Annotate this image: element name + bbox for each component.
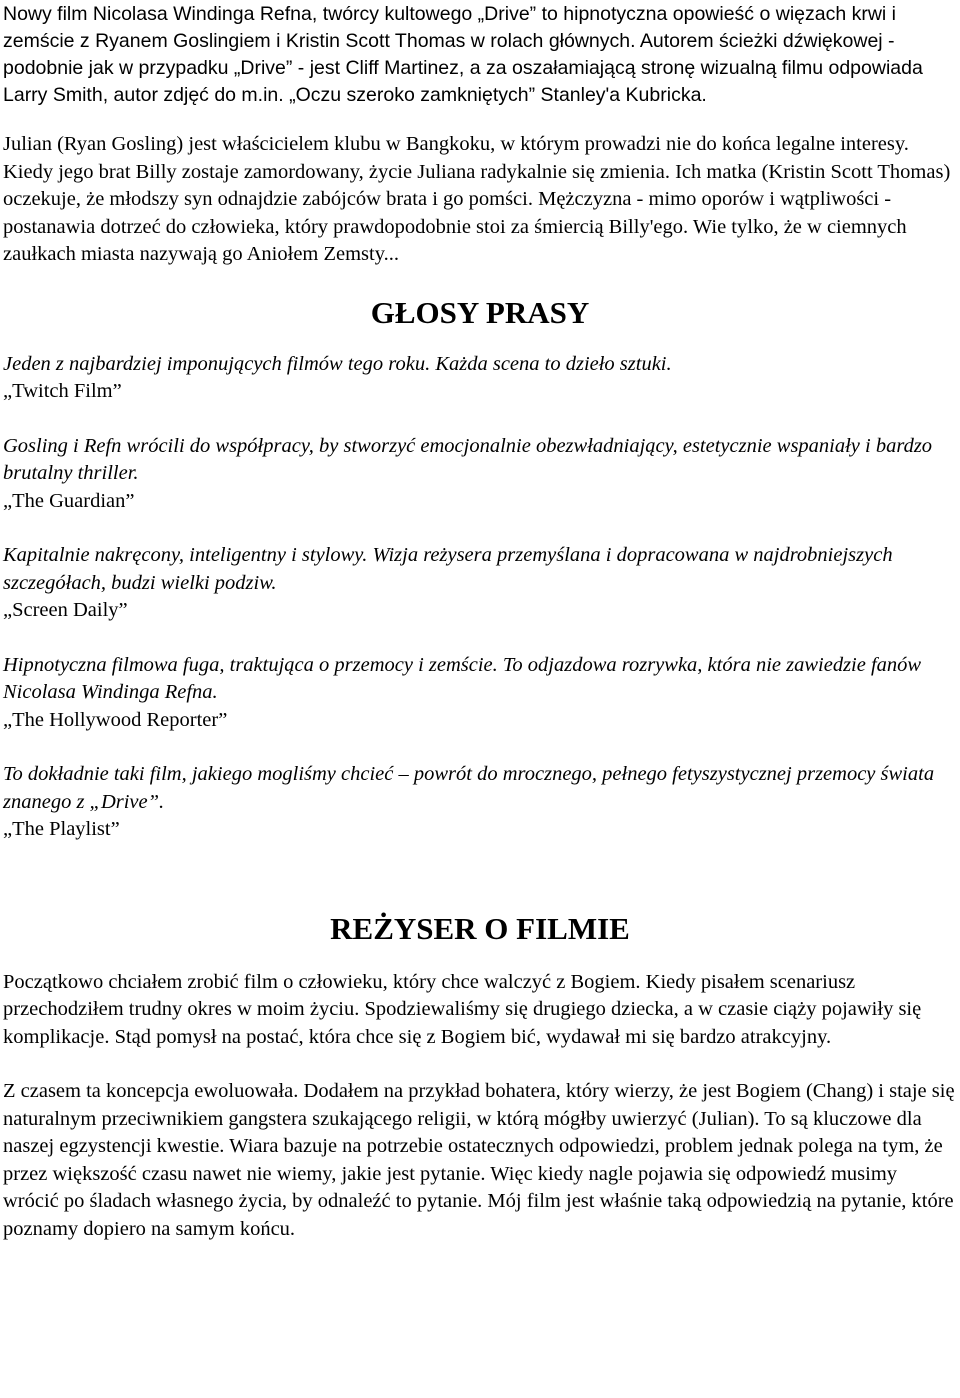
director-heading: REŻYSER O FILMIE	[330, 910, 630, 946]
review-quote: Kapitalnie nakręcony, inteligentny i stylowy. Wizja reżysera przemyślana i dopracowana w najdrobniejszych szczegółach, budzi wielki podziw.	[3, 544, 893, 594]
review-source: „Screen Daily”	[3, 599, 128, 621]
review-quote: Gosling i Refn wrócili do współpracy, by stworzyć emocjonalnie obezwładniający, estetycznie wspaniały i bardzo brutalny thriller.	[3, 434, 933, 484]
press-review	[3, 351, 957, 406]
press-review	[3, 433, 957, 516]
review-source: „The Playlist”	[3, 818, 120, 840]
director-paragraph: Z czasem ta koncepcja ewoluowała. Dodałem na przykład bohatera, który wierzy, że jest Bogiem (Chang) i staje się naturalnym przeciwnikiem gangstera szukającego religii, w którą mógłby uwierzyć (Julian). To są kluczowe dla naszej egzystencji kwestie. Wiara bazuje na potrzebie ostatecznych odpowiedzi, problem jednak polega na tym, że przez większość czasu nawet nie wiemy, jakie jest pytanie. Więc kiedy nagle pojawia się odpowiedź musimy wrócić po śladach własnego życia, by odnaleźć to pytanie. Mój film jest właśnie taką odpowiedzią na pytanie, które poznamy dopiero na samym końcu.	[3, 1080, 955, 1240]
review-quote: Jeden z najbardziej imponujących filmów tego roku. Każda scena to dzieło sztuki.	[3, 352, 672, 375]
press-review	[3, 761, 957, 844]
intro-paragraph: Nowy film Nicolasa Windinga Refna, twórcy kultowego „Drive” to hipnotyczna opowieść o więzach krwi i zemście z Ryanem Goslingiem i Kristin Scott Thomas w rolach głównych. Autorem ścieżki dźwiękowej - podobnie jak w przypadku „Drive” - jest Cliff Martinez, a za oszałamiającą stronę wizualną filmu odpowiada Larry Smith, autor zdjęć do m.in. „Oczu szeroko zamkniętych” Stanley'a Kubricka.	[3, 3, 923, 106]
synopsis-paragraph: Julian (Ryan Gosling) jest właścicielem klubu w Bangkoku, w którym prowadzi nie do końca legalne interesy. Kiedy jego brat Billy zostaje zamordowany, życie Juliana radykalnie się zmienia. Ich matka (Kristin Scott Thomas) oczekuje, że młodszy syn odnajdzie zabójców brata i go pomści. Mężczyzna - mimo oporów i wątpliwości - postanawia dotrzeć do człowieka, który prawdopodobnie stoi za śmiercią Billy'ego. Wie tylko, że w ciemnych zaułkach miasta nazywają go Aniołem Zemsty...	[3, 133, 951, 265]
review-source: „The Hollywood Reporter”	[3, 708, 228, 731]
press-review	[3, 652, 957, 735]
director-paragraph: Początkowo chciałem zrobić film o człowieku, który chce walczyć z Bogiem. Kiedy pisałem scenariusz przechodziłem trudny okres w moim życiu. Spodziewaliśmy się drugiego dziecka, a w czasie ciąży pojawiły się komplikacje. Stąd pomysł na postać, która chce się z Bogiem bić, wydawał mi się bardzo atrakcyjny.	[3, 970, 922, 1048]
press-reviews	[3, 351, 957, 844]
document-page	[3, 0, 957, 1243]
press-heading: GŁOSY PRASY	[370, 294, 590, 330]
review-source: „The Guardian”	[3, 489, 135, 512]
review-quote: To dokładnie taki film, jakiego mogliśmy chcieć – powrót do mrocznego, pełnego fetyszystycznej przemocy świata znanego z „Drive”.	[3, 763, 935, 813]
review-source: „Twitch Film”	[3, 380, 122, 402]
press-review	[3, 542, 957, 625]
director-section	[3, 969, 957, 1244]
review-quote: Hipnotyczna filmowa fuga, traktująca o przemocy i zemście. To odjazdowa rozrywka, która nie zawiedzie fanów Nicolasa Windinga Refna.	[3, 653, 922, 703]
